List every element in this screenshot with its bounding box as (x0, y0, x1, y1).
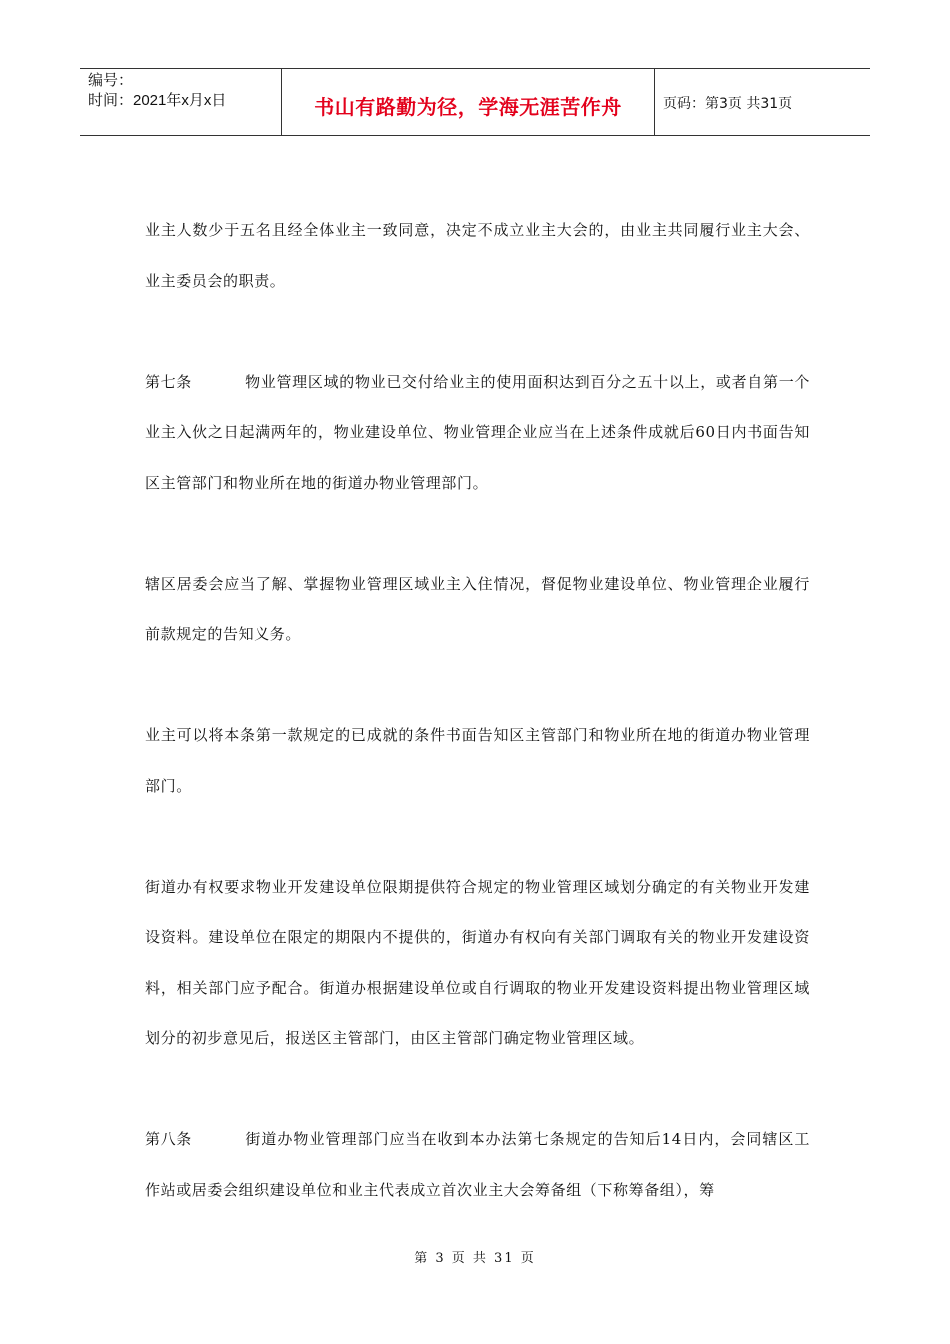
paragraph (145, 710, 810, 811)
article-paragraph (145, 357, 810, 509)
paragraph-text: 业主可以将本条第一款规定的已成就的条件书面告知区主管部门和物业所在地的街道办物业管理部门。 (145, 726, 810, 795)
header-bottom-rule (80, 135, 870, 136)
paragraph-text: 业主人数少于五名且经全体业主一致同意，决定不成立业主大会的，由业主共同履行业主大会、业主委员会的职责。 (145, 221, 810, 290)
header-divider-right (654, 68, 655, 136)
time-label: 时间：2021年x月x日 (88, 92, 227, 109)
header-page-info: 页码：第3页 共31页 (663, 96, 793, 112)
paragraph (145, 862, 810, 1064)
document-body (145, 205, 810, 1266)
article-paragraph (145, 1114, 810, 1215)
paragraph (145, 205, 810, 306)
header-meta (88, 71, 226, 111)
paragraph-text: 辖区居委会应当了解、掌握物业管理区域业主入住情况，督促物业建设单位、物业管理企业履行前款规定的告知义务。 (145, 574, 810, 643)
article-label: 第七条 (145, 372, 192, 391)
paragraph-text: 街道办物业管理部门应当在收到本办法第七条规定的告知后14日内，会同辖区工作站或居委会组织建设单位和业主代表成立首次业主大会筹备组（下称筹备组），筹 (145, 1130, 810, 1199)
number-label: 编号： (88, 72, 134, 89)
article-label: 第八条 (145, 1130, 192, 1148)
paragraph-text: 物业管理区域的物业已交付给业主的使用面积达到百分之五十以上，或者自第一个业主入伙之日起满两年的，物业建设单位、物业管理企业应当在上述条件成就后60日内书面告知区主管部门和物业所在地的街道办物业管理部门。 (145, 372, 810, 492)
page-footer: 第 3 页 共 31 页 (414, 1251, 536, 1266)
paragraph-text: 街道办有权要求物业开发建设单位限期提供符合规定的物业管理区域划分确定的有关物业开发建设资料。建设单位在限定的期限内不提供的，街道办有权向有关部门调取有关的物业开发建设资料，相关部门应予配合。街道办根据建设单位或自行调取的物业开发建设资料提出物业管理区域划分的初步意见后，报送区主管部门，由区主管部门确定物业管理区域。 (145, 877, 810, 1047)
header-top-rule (80, 68, 870, 69)
header-motto: 书山有路勤为径，学海无涯苦作舟 (314, 95, 622, 119)
paragraph (145, 559, 810, 660)
